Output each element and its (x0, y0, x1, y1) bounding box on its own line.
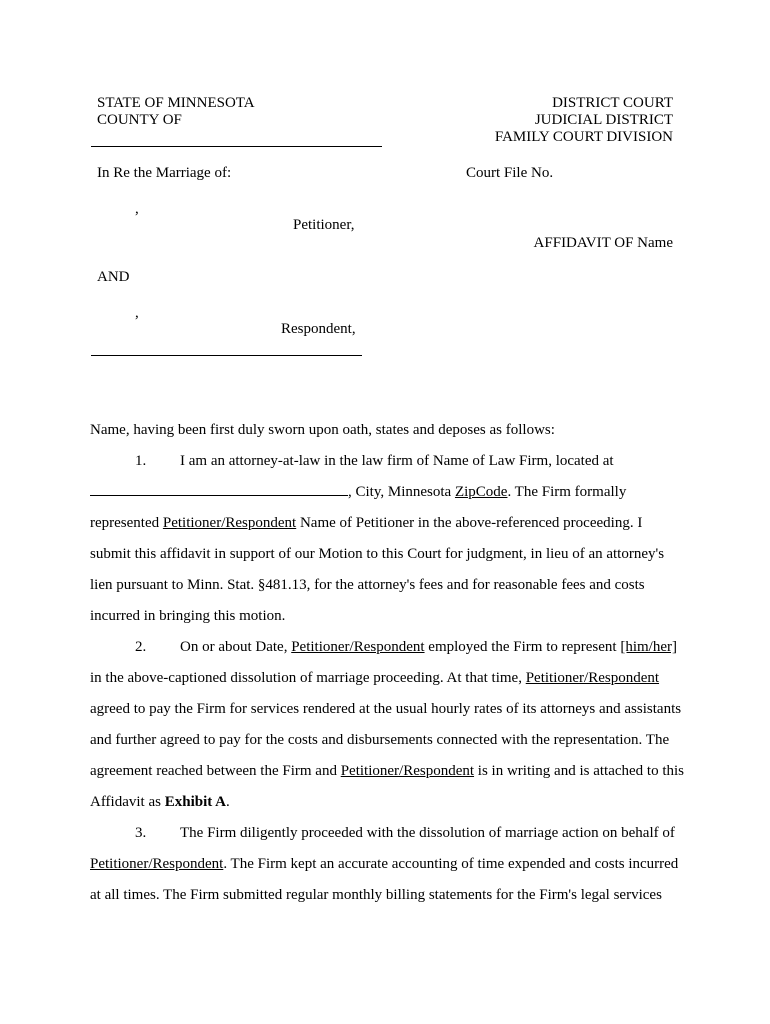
city-text: , City, Minnesota (348, 484, 455, 500)
affidavit-body (90, 415, 685, 911)
court-heading: DISTRICT COURT (552, 95, 673, 111)
caption-rule (91, 355, 362, 356)
name-of-petitioner-text: Name of Petitioner in the above-referenced proceeding. I (296, 515, 643, 531)
paragraph-1-line-5: lien pursuant to Minn. Stat. §481.13, for the attorney's fees and for reasonable fees and costs (90, 577, 645, 593)
petitioner-label: Petitioner, (293, 217, 355, 233)
paragraph-1-line-4: submit this affidavit in support of our Motion to this Court for judgment, in lieu of an attorney's (90, 546, 665, 562)
paragraph-1-number: 1. (135, 453, 147, 469)
party-field: Petitioner/Respondent (291, 639, 425, 655)
affidavit-as-text: Affidavit as (90, 794, 165, 810)
paragraph-2-line-4: and further agreed to pay for the costs and disbursements connected with the representation. The (90, 732, 670, 748)
pronoun-field: [him/her] (620, 639, 677, 655)
paragraph-3-line-1 (90, 818, 680, 849)
paragraph-1-line-3 (90, 508, 680, 539)
party-field: Petitioner/Respondent (162, 515, 297, 531)
agreement-text: agreement reached between the Firm and (90, 763, 341, 779)
party-field: Petitioner/Respondent (525, 670, 660, 686)
paragraph-2-line-6 (90, 787, 680, 818)
paragraph-3-line-3: at all times. The Firm submitted regular monthly billing statements for the Firm's legal services (90, 887, 662, 903)
accounting-text: . The Firm kept an accurate accounting of time expended and costs incurred (223, 856, 679, 872)
in-re-label: In Re the Marriage of: (97, 165, 232, 181)
firm-formally-text: . The Firm formally (507, 484, 627, 500)
court-file-label: Court File No. (466, 165, 554, 181)
paragraph-1-line-6: incurred in bringing this motion. (90, 608, 286, 624)
county-heading: COUNTY OF (97, 112, 182, 128)
intro-line: Name, having been first duly sworn upon oath, states and deposes as follows: (90, 422, 555, 438)
paragraph-2-line-1 (90, 632, 680, 663)
address-blank (90, 481, 348, 496)
paragraph-2-line-2 (90, 663, 680, 694)
employed-text: employed the Firm to represent (424, 639, 621, 655)
paragraph-3-line-2 (90, 849, 680, 880)
party-field: Petitioner/Respondent (90, 856, 224, 872)
paragraph-2-line-3: agreed to pay the Firm for services rendered at the usual hourly rates of its attorneys and assistants (90, 701, 682, 717)
paragraph-3-text: The Firm diligently proceeded with the dissolution of marriage action on behalf of (180, 825, 675, 841)
county-rule (91, 146, 382, 147)
party-field: Petitioner/Respondent (340, 763, 475, 779)
paragraph-2-number: 2. (135, 639, 147, 655)
district-heading: JUDICIAL DISTRICT (534, 112, 673, 128)
respondent-label: Respondent, (281, 321, 356, 337)
on-or-about-text: On or about Date, (180, 639, 292, 655)
in-writing-text: is in writing and is attached to this (474, 763, 685, 779)
represented-text: represented (90, 515, 163, 531)
petitioner-name-comma: , (135, 201, 139, 217)
paragraph-1-text: I am an attorney-at-law in the law firm of Name of Law Firm, located at (180, 453, 614, 469)
zipcode-field: ZipCode (454, 484, 508, 500)
paragraph-2-line-5 (90, 756, 685, 787)
respondent-name-comma: , (135, 305, 139, 321)
and-label: AND (97, 269, 130, 285)
proceeding-text: in the above-captioned dissolution of marriage proceeding. At that time, (90, 670, 526, 686)
exhibit-a-label: Exhibit A (164, 794, 226, 810)
state-heading: STATE OF MINNESOTA (97, 95, 255, 111)
division-heading: FAMILY COURT DIVISION (494, 129, 673, 145)
period-text: . (226, 794, 230, 810)
paragraph-3-number: 3. (135, 825, 147, 841)
affidavit-title: AFFIDAVIT OF Name (533, 235, 673, 251)
paragraph-1-line-1 (90, 446, 680, 477)
paragraph-1-line-2 (90, 477, 680, 508)
